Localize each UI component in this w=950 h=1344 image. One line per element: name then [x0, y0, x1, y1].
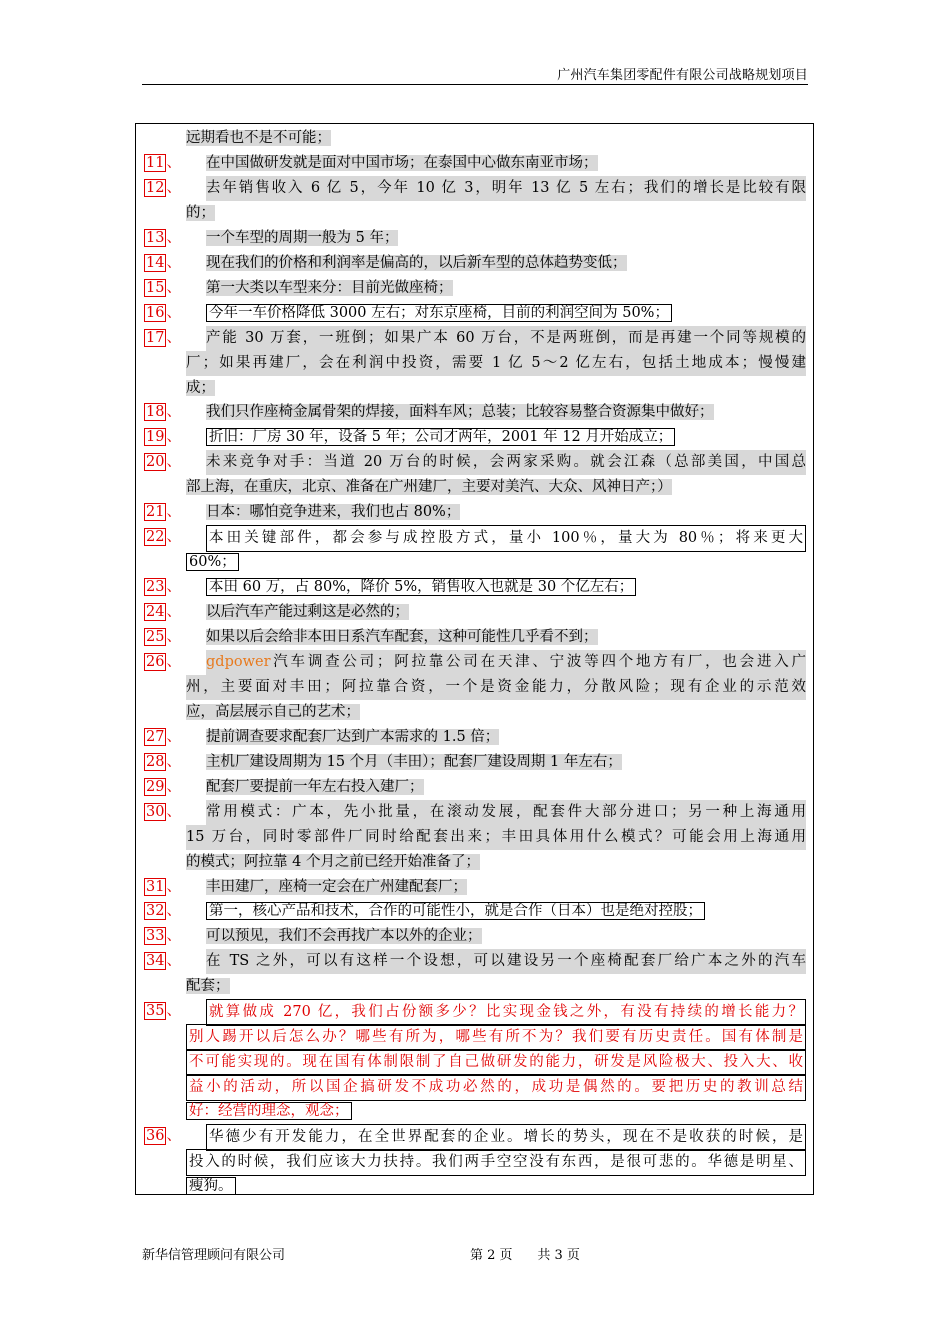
item-text-line: 第一，核心产品和技术，合作的可能性小，就是合作（日本）也是绝对控股； — [206, 899, 806, 924]
item-text-line: 本田关键部件，都会参与成控股方式，量小 100％，量大为 80％；将来更大 — [206, 525, 806, 550]
item-number: 35 、 — [146, 1003, 181, 1020]
item-text-line: 在 TS 之外，可以有这样一个设想，可以建设另一个座椅配套厂给广本之外的汽车 — [206, 949, 806, 974]
item-text-line: 瘦狗。 — [186, 1174, 806, 1199]
header-rule — [142, 84, 808, 85]
item-number: 17 、 — [146, 329, 181, 346]
item-text-line: 今年一车价格降低 3000 左右；对东京座椅，目前的利润空间为 50%； — [206, 301, 806, 326]
item-text-line: 去年销售收入 6 亿 5，今年 10 亿 3，明年 13 亿 5 左右；我们的增长是比较有限 — [206, 176, 806, 201]
item-number: 30 、 — [146, 803, 181, 820]
item-text-line: 日本：哪怕竞争进来，我们也占 80%； — [206, 504, 461, 521]
footer-company: 新华信管理顾问有限公司 — [142, 1248, 286, 1263]
item-text-line: 的模式；阿拉靠 4 个月之前已经开始准备了； — [186, 853, 480, 870]
item-number: 18 、 — [146, 404, 181, 421]
item-text-line: 折旧：厂房 30 年，设备 5 年；公司才两年，2001 年 12 月开始成立； — [206, 425, 806, 450]
item-number: 13 、 — [146, 229, 181, 246]
item-text-line: 配套厂要提前一年左右投入建厂； — [206, 778, 424, 795]
item-text-line: 15 万台，同时零部件厂同时给配套出来；丰田具体用什么模式？可能会用上海通用 — [186, 825, 806, 850]
item-number: 20 、 — [146, 454, 181, 471]
item-text-line: 投入的时候，我们应该大力扶持。我们两手空空没有东西，是很可悲的。华德是明星、 — [186, 1149, 806, 1174]
item-number: 31 、 — [146, 878, 181, 895]
item-text-line: 我们只作座椅金属骨架的焊接，面料车风；总装；比较容易整合资源集中做好； — [206, 404, 714, 421]
item-number: 21 、 — [146, 504, 181, 521]
footer-page: 第 2 页 — [470, 1248, 513, 1263]
item-text-line: 在中国做研发就是面对中国市场；在泰国中心做东南亚市场； — [206, 154, 598, 171]
item-number: 33 、 — [146, 928, 181, 945]
item-text-line: 厂；如果再建厂，会在利润中投资，需要 1 亿 5～2 亿左右，包括土地成本；慢慢建 — [186, 351, 806, 376]
item-text-line: 应，高层展示自己的艺术； — [186, 703, 360, 720]
item-text-line: 未来竞争对手：当道 20 万台的时候，会两家采购。就会江森（总部美国，中国总 — [206, 450, 806, 475]
item-text-line: 以后汽车产能过剩这是必然的； — [206, 604, 409, 621]
item-text-line: 州，主要面对丰田；阿拉靠合资，一个是资金能力，分散风险；现有企业的示范效 — [186, 675, 806, 700]
item-text-line: 提前调查要求配套厂达到广本需求的 1.5 倍； — [206, 728, 500, 745]
item-text-line: 别人踢开以后怎么办？哪些有所为，哪些有所不为？我们要有历史责任。国有体制是 — [186, 1024, 806, 1049]
item-number: 16 、 — [146, 304, 181, 321]
item-number: 32 、 — [146, 903, 181, 920]
item-text-line: 配套； — [186, 978, 230, 995]
item-text-line: 成； — [186, 379, 215, 396]
item-number: 34 、 — [146, 953, 181, 970]
item-number: 14 、 — [146, 254, 181, 271]
item-text-line: 可以预见，我们不会再找广本以外的企业； — [206, 928, 482, 945]
item-text-line: 常用模式：广本，先小批量，在滚动发展，配套件大部分进口；另一种上海通用 — [206, 800, 806, 825]
item-number: 15 、 — [146, 279, 181, 296]
item-number: 19 、 — [146, 429, 181, 446]
item-text-line: 一个车型的周期一般为 5 年； — [206, 229, 399, 246]
item-text-line: 现在我们的价格和利润率是偏高的，以后新车型的总体趋势变低； — [206, 254, 627, 271]
item-text-line: 60%； — [186, 550, 806, 575]
item-text-line: 第一大类以车型来分：目前光做座椅； — [206, 279, 453, 296]
header-title: 广州汽车集团零配件有限公司战略规划项目 — [557, 68, 808, 83]
item-text-line: 华德少有开发能力，在全世界配套的企业。增长的势头，现在不是收获的时候，是 — [206, 1124, 806, 1149]
item-text-line: 不可能实现的。现在国有体制限制了自己做研发的能力，研发是风险极大、投入大、收 — [186, 1049, 806, 1074]
item-number: 11 、 — [146, 154, 181, 171]
item-number: 23 、 — [146, 579, 181, 596]
item-text-line: 丰田建厂，座椅一定会在广州建配套厂； — [206, 878, 467, 895]
item-text-line: 本田 60 万，占 80%，降价 5%，销售收入也就是 30 个亿左右； — [206, 575, 806, 600]
item-text-line: 主机厂建设周期为 15 个月（丰田）；配套厂建设周期 1 年左右； — [206, 753, 622, 770]
item-number: 28 、 — [146, 753, 181, 770]
footer-page-info — [470, 1244, 580, 1263]
item-number: 26 、 — [146, 653, 181, 670]
item-number: 25 、 — [146, 629, 181, 645]
item-text-line: 远期看也不是不可能； — [186, 130, 331, 146]
item-number: 36 、 — [146, 1128, 181, 1144]
item-text-line: 如果以后会给非本田日系汽车配套，这种可能性几乎看不到； — [206, 629, 598, 645]
item-text-line: gdpower汽车调查公司；阿拉靠公司在天津、宁波等四个地方有厂，也会进入广 — [206, 650, 806, 675]
item-number: 12 、 — [146, 179, 181, 196]
item-number: 27 、 — [146, 728, 181, 745]
item-text-line: 产能 30 万套，一班倒；如果广本 60 万台，不是两班倒，而是再建一个同等规模的 — [206, 326, 806, 351]
brand-name: gdpower — [206, 653, 271, 670]
item-text-line: 益小的活动，所以国企搞研发不成功必然的，成功是偶然的。要把历史的教训总结 — [186, 1074, 806, 1099]
item-number: 22 、 — [146, 529, 181, 546]
item-text-line: 部上海，在重庆，北京、准备在广州建厂，主要对美汽、大众、风神日产；） — [186, 479, 672, 496]
footer-total: 共 3 页 — [537, 1248, 580, 1263]
item-text-line: 就算做成 270 亿，我们占份额多少？比实现金钱之外，有没有持续的增长能力？ — [206, 999, 806, 1024]
item-text-line: 好：经营的理念，观念； — [186, 1099, 806, 1124]
item-number: 29 、 — [146, 778, 181, 795]
item-number: 24 、 — [146, 604, 181, 621]
item-text-line: 的； — [186, 204, 215, 221]
